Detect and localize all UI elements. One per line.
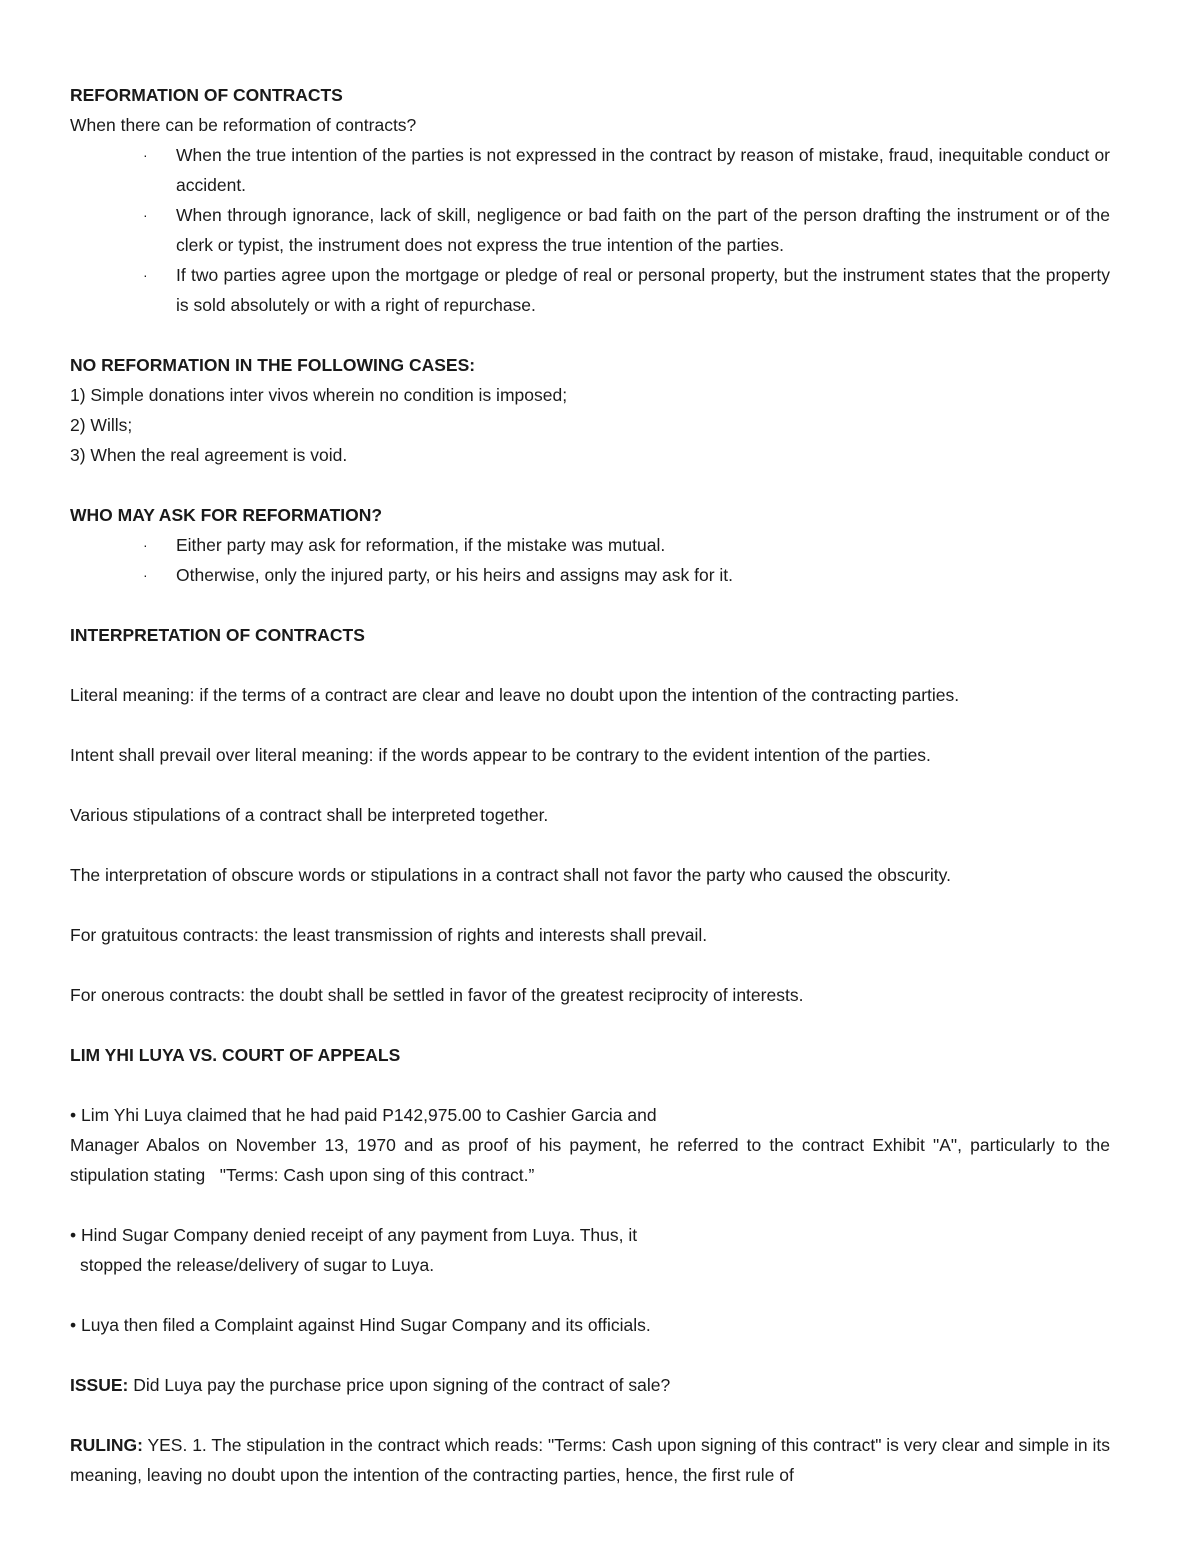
bullet-icon: ·: [143, 147, 148, 163]
ruling-text: YES. 1. The stipulation in the contract which reads: "Terms: Cash upon signing of this contract" is very clear and simple in its meaning, leaving no doubt upon the intention of the contracting parties, hence, the first rule of: [70, 1435, 1110, 1485]
case-fact-2-first-line: • Hind Sugar Company denied receipt of any payment from Luya. Thus, it: [70, 1225, 638, 1245]
reformation-bullet-list: [70, 140, 1110, 320]
list-item: · If two parties agree upon the mortgage or pledge of real or personal property, but the instrument states that the property is sold absolutely or with a right of repurchase.: [176, 260, 1110, 320]
bullet-icon: ·: [143, 267, 148, 283]
interpretation-paragraph: The interpretation of obscure words or stipulations in a contract shall not favor the party who caused the obscurity.: [70, 865, 951, 885]
reformation-question: When there can be reformation of contracts?: [70, 115, 417, 135]
list-item: 3) When the real agreement is void.: [70, 445, 348, 465]
case-fact-1-continued: Manager Abalos on November 13, 1970 and as proof of his payment, he referred to the contract Exhibit "A", particularly to the stipulation stating "Terms: Cash upon sing of this contract.”: [70, 1135, 1110, 1185]
section-heading-who-may-ask: WHO MAY ASK FOR REFORMATION?: [70, 505, 383, 525]
interpretation-paragraph: Various stipulations of a contract shall be interpreted together.: [70, 805, 549, 825]
who-may-ask-bullet-list: [70, 530, 1110, 590]
ruling-label: RULING:: [70, 1435, 143, 1455]
case-heading: LIM YHI LUYA VS. COURT OF APPEALS: [70, 1045, 401, 1065]
issue-label: ISSUE:: [70, 1375, 129, 1395]
list-item: 2) Wills;: [70, 415, 133, 435]
list-item: · When through ignorance, lack of skill, negligence or bad faith on the part of the person drafting the instrument or of the clerk or typist, the instrument does not express the true intention of the parties.: [176, 200, 1110, 260]
section-heading-reformation: REFORMATION OF CONTRACTS: [70, 85, 343, 105]
interpretation-paragraph: For onerous contracts: the doubt shall be settled in favor of the greatest reciprocity of interests.: [70, 985, 804, 1005]
interpretation-paragraph: Literal meaning: if the terms of a contract are clear and leave no doubt upon the intention of the contracting parties.: [70, 685, 960, 705]
case-ruling: [70, 1430, 1110, 1490]
interpretation-paragraph: For gratuitous contracts: the least transmission of rights and interests shall prevail.: [70, 925, 708, 945]
list-item: · Either party may ask for reformation, if the mistake was mutual.: [176, 530, 1110, 560]
list-item: 1) Simple donations inter vivos wherein no condition is imposed;: [70, 385, 568, 405]
bullet-icon: ·: [143, 567, 148, 583]
document-page: [70, 80, 1110, 1490]
case-issue: [70, 1370, 1110, 1400]
case-fact-2-continued: stopped the release/delivery of sugar to Luya.: [80, 1255, 435, 1275]
interpretation-paragraph: Intent shall prevail over literal meaning: if the words appear to be contrary to the evident intention of the parties.: [70, 745, 931, 765]
list-item: · When the true intention of the parties is not expressed in the contract by reason of mistake, fraud, inequitable conduct or accident.: [176, 140, 1110, 200]
bullet-icon: ·: [143, 207, 148, 223]
case-fact-3: • Luya then filed a Complaint against Hind Sugar Company and its officials.: [70, 1315, 651, 1335]
case-fact-1-first-line: • Lim Yhi Luya claimed that he had paid P142,975.00 to Cashier Garcia and: [70, 1105, 657, 1125]
list-item: · Otherwise, only the injured party, or his heirs and assigns may ask for it.: [176, 560, 1110, 590]
bullet-icon: ·: [143, 537, 148, 553]
section-heading-no-reformation: NO REFORMATION IN THE FOLLOWING CASES:: [70, 355, 476, 375]
section-heading-interpretation: INTERPRETATION OF CONTRACTS: [70, 625, 365, 645]
issue-text: Did Luya pay the purchase price upon signing of the contract of sale?: [128, 1375, 671, 1395]
